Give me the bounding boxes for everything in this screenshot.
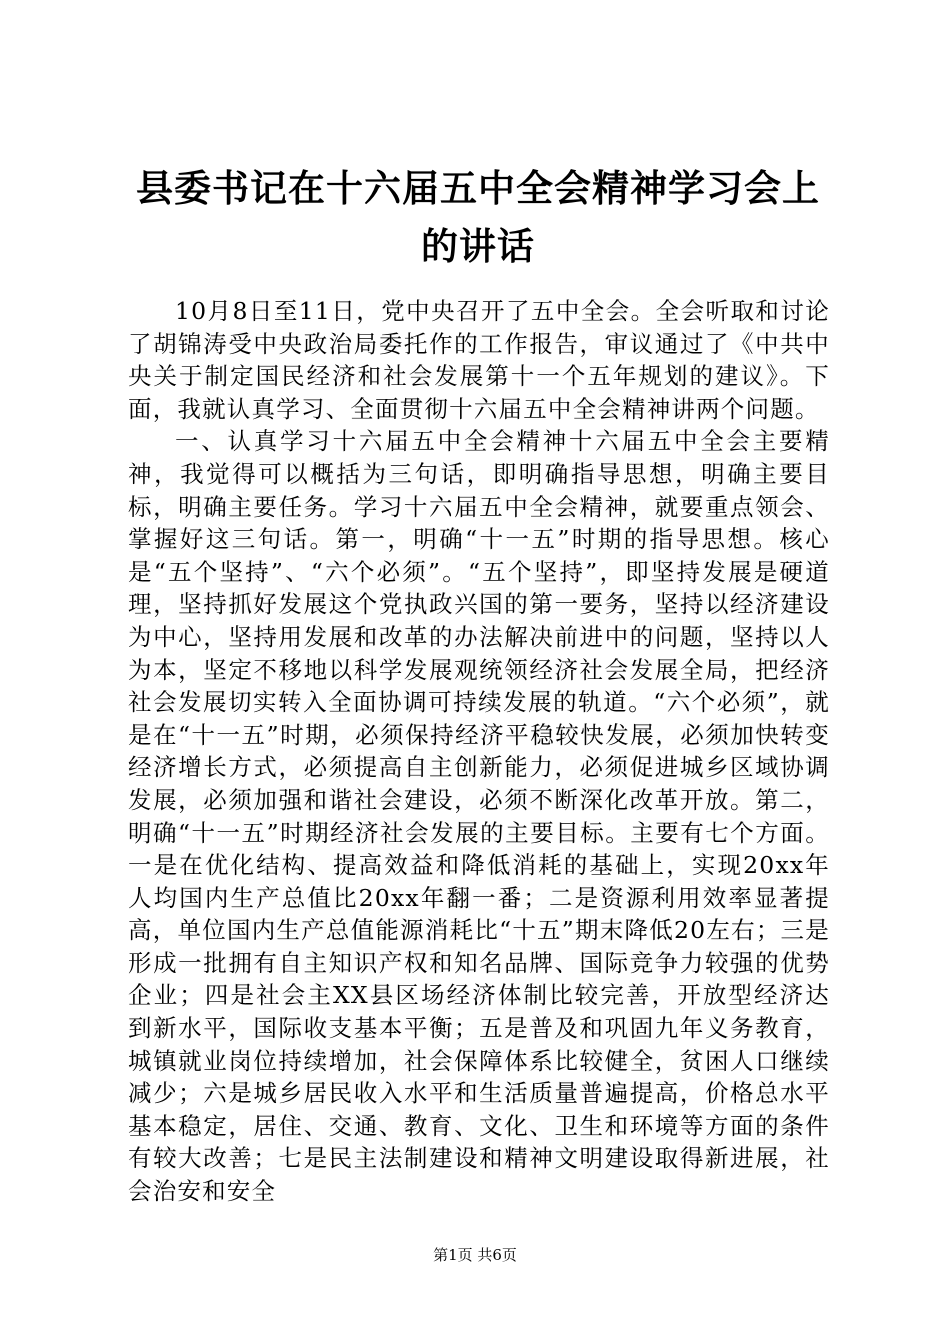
paragraph-intro: 10月8日至11日，党中央召开了五中全会。全会听取和讨论了胡锦涛受中央政治局委托作的工作报告，审议通过了《中共中央关于制定国民经济和社会发展第十一个五年规划的建议》。下面，我就认真学习、全面贯彻十六届五中全会精神讲两个问题。 — [128, 297, 830, 423]
paragraph-section-one: 一、认真学习十六届五中全会精神十六届五中全会主要精神，我觉得可以概括为三句话，即明确指导思想，明确主要目标，明确主要任务。学习十六届五中全会精神，就要重点领会、掌握好这三句话。第一，明确“十一五”时期的指导思想。核心是“五个坚持”、“六个必须”。“五个坚持”，即坚持发展是硬道理，坚持抓好发展这个党执政兴国的第一要务，坚持以经济建设为中心，坚持用发展和改革的办法解决前进中的问题，坚持以人为本，坚定不移地以科学发展观统领经济社会发展全局，把经济社会发展切实转入全面协调可持续发展的轨道。“六个必须”，就是在“十一五”时期，必须保持经济平稳较快发展，必须加快转变经济增长方式，必须提高自主创新能力，必须促进城乡区域协调发展，必须加强和谐社会建设，必须不断深化改革开放。第二，明确“十一五”时期经济社会发展的主要目标。主要有七个方面。一是在优化结构、提高效益和降低消耗的基础上，实现20xx年人均国内生产总值比20xx年翻一番；二是资源利用效率显著提高，单位国内生产总值能源消耗比“十五”期末降低20左右；三是形成一批拥有自主知识产权和知名品牌、国际竞争力较强的优势企业；四是社会主XX县区场经济体制比较完善，开放型经济达到新水平，国际收支基本平衡；五是普及和巩固九年义务教育，城镇就业岗位持续增加，社会保障体系比较健全，贫困人口继续减少；六是城乡居民收入水平和生活质量普遍提高，价格总水平基本稳定，居住、交通、教育、文化、卫生和环境等方面的条件有较大改善；七是民主法制建设和精神文明建设取得新进展，社会治安和安全 — [128, 427, 830, 1206]
document-body — [128, 295, 830, 1208]
document-title: 县委书记在十六届五中全会精神学习会上的讲话 — [136, 167, 820, 268]
page-number: 第1页 共6页 — [433, 1246, 517, 1264]
